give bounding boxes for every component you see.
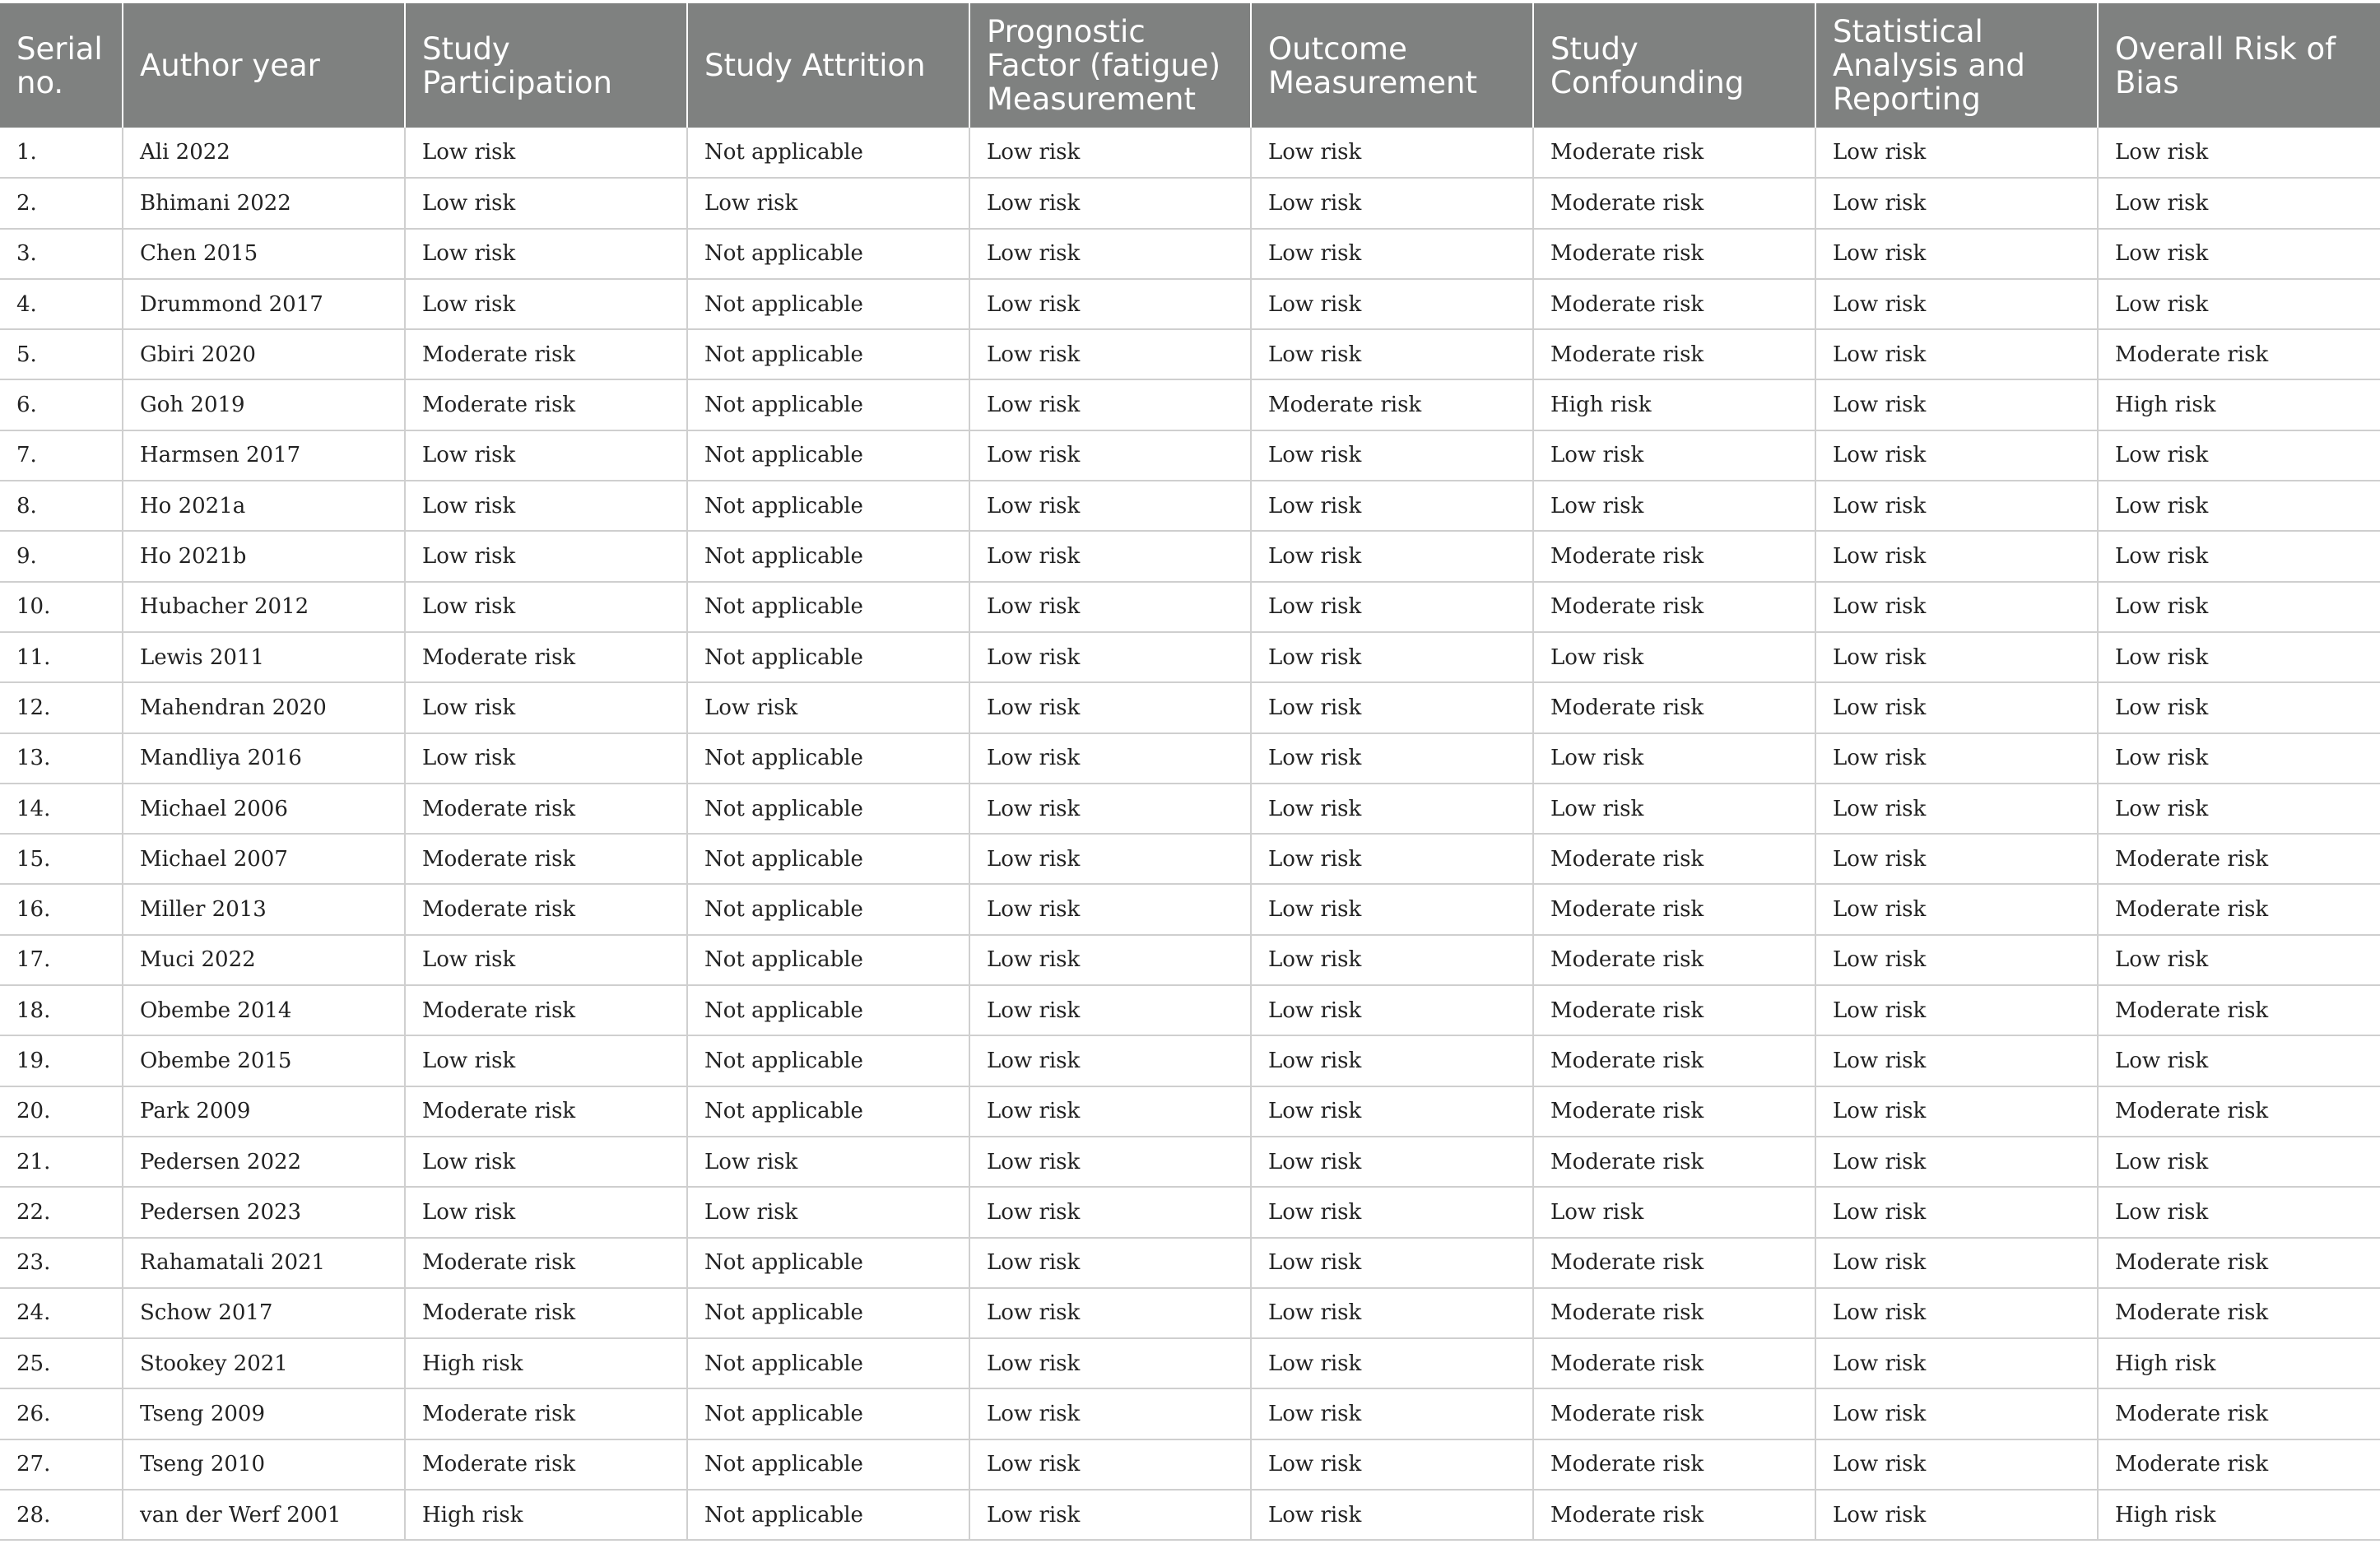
- table-cell: Not applicable: [687, 379, 969, 430]
- column-header: Study Attrition: [687, 3, 969, 128]
- table-cell: Low risk: [687, 1187, 969, 1237]
- table-cell: Tseng 2010: [123, 1439, 405, 1490]
- table-cell: Low risk: [1251, 632, 1533, 682]
- table-cell: Not applicable: [687, 1388, 969, 1439]
- table-cell: Low risk: [1251, 682, 1533, 732]
- table-cell: Low risk: [405, 1137, 687, 1187]
- table-cell: Not applicable: [687, 1035, 969, 1086]
- table-cell: Moderate risk: [1533, 1338, 1815, 1388]
- table-cell: Not applicable: [687, 1490, 969, 1540]
- table-cell: Lewis 2011: [123, 632, 405, 682]
- table-row: [0, 379, 2380, 430]
- table-cell: Low risk: [969, 1086, 1251, 1137]
- table-cell: Low risk: [1815, 178, 2098, 228]
- table-cell: 16.: [0, 884, 123, 934]
- table-cell: Moderate risk: [405, 985, 687, 1035]
- column-header: Outcome Measurement: [1251, 3, 1533, 128]
- table-row: [0, 481, 2380, 531]
- table-row: [0, 1137, 2380, 1187]
- table-cell: Ali 2022: [123, 128, 405, 178]
- table-cell: Low risk: [1251, 1338, 1533, 1388]
- table-cell: Low risk: [1251, 985, 1533, 1035]
- table-cell: Moderate risk: [1251, 379, 1533, 430]
- table-cell: Not applicable: [687, 1439, 969, 1490]
- table-cell: Low risk: [969, 1035, 1251, 1086]
- table-cell: Low risk: [1815, 784, 2098, 834]
- table-cell: Low risk: [2098, 1187, 2380, 1237]
- table-cell: Moderate risk: [1533, 1439, 1815, 1490]
- table-cell: Low risk: [969, 733, 1251, 784]
- table-cell: Low risk: [2098, 632, 2380, 682]
- table-cell: Low risk: [2098, 682, 2380, 732]
- table-cell: Low risk: [1533, 481, 1815, 531]
- table-cell: Low risk: [1533, 784, 1815, 834]
- table-cell: Bhimani 2022: [123, 178, 405, 228]
- table-cell: Low risk: [1251, 1187, 1533, 1237]
- table-row: [0, 632, 2380, 682]
- table-cell: Low risk: [969, 1490, 1251, 1540]
- table-cell: Moderate risk: [1533, 1086, 1815, 1137]
- table-cell: Moderate risk: [1533, 582, 1815, 632]
- table-cell: Not applicable: [687, 279, 969, 329]
- table-cell: 4.: [0, 279, 123, 329]
- table-cell: Low risk: [969, 784, 1251, 834]
- table-cell: Moderate risk: [405, 1439, 687, 1490]
- table-row: [0, 1388, 2380, 1439]
- table-cell: Low risk: [405, 481, 687, 531]
- table-cell: Moderate risk: [1533, 884, 1815, 934]
- table-cell: Low risk: [1533, 733, 1815, 784]
- table-cell: 8.: [0, 481, 123, 531]
- table-cell: Low risk: [1815, 632, 2098, 682]
- table-cell: Not applicable: [687, 128, 969, 178]
- table-cell: Low risk: [687, 682, 969, 732]
- table-cell: Moderate risk: [2098, 1388, 2380, 1439]
- table-cell: 15.: [0, 834, 123, 884]
- table-cell: Low risk: [2098, 935, 2380, 985]
- table-cell: 18.: [0, 985, 123, 1035]
- table-cell: Low risk: [687, 178, 969, 228]
- table-cell: High risk: [2098, 1490, 2380, 1540]
- table-cell: Moderate risk: [2098, 1238, 2380, 1288]
- table-cell: Not applicable: [687, 884, 969, 934]
- table-cell: Not applicable: [687, 582, 969, 632]
- table-cell: Low risk: [969, 379, 1251, 430]
- table-cell: Moderate risk: [2098, 1086, 2380, 1137]
- table-cell: Harmsen 2017: [123, 430, 405, 481]
- table-row: [0, 1238, 2380, 1288]
- table-cell: Pedersen 2022: [123, 1137, 405, 1187]
- table-cell: Low risk: [1815, 329, 2098, 379]
- table-cell: Low risk: [969, 1388, 1251, 1439]
- table-row: [0, 1187, 2380, 1237]
- table-cell: Low risk: [1815, 682, 2098, 732]
- table-cell: Low risk: [1251, 1238, 1533, 1288]
- table-cell: Moderate risk: [2098, 834, 2380, 884]
- table-row: [0, 784, 2380, 834]
- table-cell: Low risk: [969, 329, 1251, 379]
- table-cell: Low risk: [1251, 329, 1533, 379]
- table-cell: Moderate risk: [405, 632, 687, 682]
- table-cell: Low risk: [969, 531, 1251, 581]
- table-cell: Goh 2019: [123, 379, 405, 430]
- table-cell: Low risk: [1533, 1187, 1815, 1237]
- table-cell: Low risk: [1251, 229, 1533, 279]
- table-cell: 2.: [0, 178, 123, 228]
- table-cell: 21.: [0, 1137, 123, 1187]
- table-cell: Low risk: [969, 279, 1251, 329]
- table-cell: Muci 2022: [123, 935, 405, 985]
- table-cell: Moderate risk: [2098, 985, 2380, 1035]
- table-row: [0, 1338, 2380, 1388]
- table-cell: 11.: [0, 632, 123, 682]
- table-cell: 6.: [0, 379, 123, 430]
- table-cell: 7.: [0, 430, 123, 481]
- table-cell: Moderate risk: [405, 784, 687, 834]
- table-row: [0, 1490, 2380, 1540]
- table-cell: Moderate risk: [1533, 1288, 1815, 1338]
- table-cell: Moderate risk: [1533, 682, 1815, 732]
- table-cell: 20.: [0, 1086, 123, 1137]
- table-cell: 14.: [0, 784, 123, 834]
- table-cell: 9.: [0, 531, 123, 581]
- table-cell: Moderate risk: [405, 1388, 687, 1439]
- table-cell: Moderate risk: [1533, 1388, 1815, 1439]
- table-cell: 1.: [0, 128, 123, 178]
- table-cell: Low risk: [1815, 1035, 2098, 1086]
- table-cell: 23.: [0, 1238, 123, 1288]
- table-row: [0, 329, 2380, 379]
- table-row: [0, 733, 2380, 784]
- table-row: [0, 128, 2380, 178]
- table-cell: Low risk: [1815, 1490, 2098, 1540]
- table-cell: Low risk: [969, 935, 1251, 985]
- table-cell: Not applicable: [687, 834, 969, 884]
- table-cell: Not applicable: [687, 1086, 969, 1137]
- table-cell: Low risk: [1251, 1388, 1533, 1439]
- table-cell: Moderate risk: [2098, 884, 2380, 934]
- table-cell: Low risk: [2098, 784, 2380, 834]
- table-cell: Moderate risk: [1533, 229, 1815, 279]
- table-cell: Low risk: [969, 481, 1251, 531]
- table-cell: Low risk: [969, 582, 1251, 632]
- table-cell: Moderate risk: [1533, 1490, 1815, 1540]
- table-cell: Low risk: [1815, 1086, 2098, 1137]
- table-cell: Moderate risk: [405, 834, 687, 884]
- table-cell: Low risk: [405, 1187, 687, 1237]
- table-cell: Moderate risk: [1533, 1238, 1815, 1288]
- table-cell: Low risk: [969, 128, 1251, 178]
- table-cell: Moderate risk: [2098, 1439, 2380, 1490]
- table-cell: Low risk: [1251, 884, 1533, 934]
- table-cell: Moderate risk: [405, 379, 687, 430]
- column-header: Prognostic Factor (fatigue) Measurement: [969, 3, 1251, 128]
- table-cell: Moderate risk: [1533, 178, 1815, 228]
- table-cell: Not applicable: [687, 985, 969, 1035]
- table-cell: High risk: [2098, 1338, 2380, 1388]
- table-header: [0, 3, 2380, 128]
- table-cell: Moderate risk: [2098, 1288, 2380, 1338]
- table-row: [0, 1035, 2380, 1086]
- table-cell: Low risk: [405, 229, 687, 279]
- table-cell: High risk: [405, 1338, 687, 1388]
- table-cell: Low risk: [405, 128, 687, 178]
- table-cell: Not applicable: [687, 733, 969, 784]
- table-cell: Moderate risk: [1533, 935, 1815, 985]
- table-cell: Low risk: [405, 1035, 687, 1086]
- table-cell: Low risk: [1251, 784, 1533, 834]
- table-cell: Low risk: [2098, 531, 2380, 581]
- table-cell: Obembe 2014: [123, 985, 405, 1035]
- table-cell: Ho 2021a: [123, 481, 405, 531]
- table-cell: Low risk: [1815, 229, 2098, 279]
- table-cell: Not applicable: [687, 430, 969, 481]
- table-cell: Ho 2021b: [123, 531, 405, 581]
- table-cell: Not applicable: [687, 229, 969, 279]
- table-cell: Low risk: [1815, 1238, 2098, 1288]
- table-cell: Low risk: [1251, 128, 1533, 178]
- table-cell: High risk: [1533, 379, 1815, 430]
- table-cell: Low risk: [2098, 1035, 2380, 1086]
- table-cell: Low risk: [1815, 1439, 2098, 1490]
- table-cell: Moderate risk: [1533, 329, 1815, 379]
- column-header: Study Confounding: [1533, 3, 1815, 128]
- table-cell: Not applicable: [687, 632, 969, 682]
- table-cell: Low risk: [1815, 1388, 2098, 1439]
- table-cell: Low risk: [1251, 1490, 1533, 1540]
- table-row: [0, 531, 2380, 581]
- table-cell: Low risk: [1251, 1288, 1533, 1338]
- table-row: [0, 682, 2380, 732]
- table-row: [0, 582, 2380, 632]
- column-header: Serial no.: [0, 3, 123, 128]
- table-cell: Not applicable: [687, 784, 969, 834]
- table-cell: 26.: [0, 1388, 123, 1439]
- table-cell: Low risk: [1251, 1137, 1533, 1187]
- table-cell: Low risk: [1251, 430, 1533, 481]
- table-cell: Low risk: [1251, 279, 1533, 329]
- table-cell: Low risk: [405, 582, 687, 632]
- table-cell: Low risk: [969, 985, 1251, 1035]
- table-cell: Low risk: [1815, 481, 2098, 531]
- table-cell: Low risk: [687, 1137, 969, 1187]
- table-cell: Michael 2007: [123, 834, 405, 884]
- table-row: [0, 430, 2380, 481]
- table-cell: Low risk: [405, 279, 687, 329]
- table-cell: Low risk: [2098, 430, 2380, 481]
- table-cell: Low risk: [1815, 1187, 2098, 1237]
- table-cell: Low risk: [1815, 733, 2098, 784]
- table-cell: Low risk: [405, 935, 687, 985]
- table-cell: Low risk: [1815, 1338, 2098, 1388]
- table-cell: Michael 2006: [123, 784, 405, 834]
- table-cell: Low risk: [969, 834, 1251, 884]
- table-cell: Moderate risk: [1533, 1137, 1815, 1187]
- table-cell: Low risk: [1533, 632, 1815, 682]
- table-cell: Low risk: [969, 632, 1251, 682]
- risk-of-bias-table: [0, 3, 2380, 1541]
- table-cell: Low risk: [1815, 985, 2098, 1035]
- table-cell: 19.: [0, 1035, 123, 1086]
- table-cell: Moderate risk: [405, 329, 687, 379]
- table-row: [0, 1086, 2380, 1137]
- column-header: Overall Risk of Bias: [2098, 3, 2380, 128]
- table-cell: 10.: [0, 582, 123, 632]
- table-cell: Low risk: [1815, 531, 2098, 581]
- column-header: Author year: [123, 3, 405, 128]
- table-cell: Low risk: [969, 1238, 1251, 1288]
- table-cell: Park 2009: [123, 1086, 405, 1137]
- table-body: [0, 128, 2380, 1540]
- table-cell: Obembe 2015: [123, 1035, 405, 1086]
- table-cell: Not applicable: [687, 1288, 969, 1338]
- table-cell: Not applicable: [687, 1338, 969, 1388]
- table-cell: Moderate risk: [1533, 531, 1815, 581]
- table-cell: Low risk: [1815, 884, 2098, 934]
- table-cell: Chen 2015: [123, 229, 405, 279]
- table-cell: Not applicable: [687, 935, 969, 985]
- table-cell: Low risk: [2098, 1137, 2380, 1187]
- table-cell: Low risk: [1815, 1137, 2098, 1187]
- table-cell: Miller 2013: [123, 884, 405, 934]
- table-cell: Drummond 2017: [123, 279, 405, 329]
- table-cell: Low risk: [1251, 834, 1533, 884]
- table-cell: Low risk: [1251, 481, 1533, 531]
- table-cell: Low risk: [1815, 379, 2098, 430]
- table-cell: Moderate risk: [405, 1238, 687, 1288]
- table-cell: Low risk: [969, 1439, 1251, 1490]
- table-cell: Moderate risk: [1533, 1035, 1815, 1086]
- table-cell: Moderate risk: [1533, 834, 1815, 884]
- table-cell: Low risk: [405, 178, 687, 228]
- table-cell: Low risk: [969, 178, 1251, 228]
- table-cell: Low risk: [2098, 229, 2380, 279]
- table-cell: Moderate risk: [1533, 279, 1815, 329]
- table-cell: Moderate risk: [405, 884, 687, 934]
- table-cell: Low risk: [405, 531, 687, 581]
- table-cell: Low risk: [1251, 935, 1533, 985]
- table-row: [0, 1439, 2380, 1490]
- column-header: Statistical Analysis and Reporting: [1815, 3, 2098, 128]
- table-cell: Moderate risk: [1533, 985, 1815, 1035]
- table-cell: 24.: [0, 1288, 123, 1338]
- table-cell: Rahamatali 2021: [123, 1238, 405, 1288]
- table-cell: Low risk: [2098, 481, 2380, 531]
- table-row: [0, 985, 2380, 1035]
- table-cell: Low risk: [1815, 430, 2098, 481]
- header-row: [0, 3, 2380, 128]
- table-cell: Low risk: [1251, 582, 1533, 632]
- table-cell: Not applicable: [687, 481, 969, 531]
- table-cell: Moderate risk: [405, 1086, 687, 1137]
- column-header: Study Participation: [405, 3, 687, 128]
- table-row: [0, 1288, 2380, 1338]
- table-cell: Gbiri 2020: [123, 329, 405, 379]
- table-cell: 17.: [0, 935, 123, 985]
- table-cell: Low risk: [969, 229, 1251, 279]
- table-cell: Pedersen 2023: [123, 1187, 405, 1237]
- table-cell: Hubacher 2012: [123, 582, 405, 632]
- table-cell: Low risk: [1251, 1086, 1533, 1137]
- table-cell: Low risk: [969, 1288, 1251, 1338]
- table-cell: Low risk: [969, 682, 1251, 732]
- table-cell: Low risk: [969, 1338, 1251, 1388]
- table-cell: van der Werf 2001: [123, 1490, 405, 1540]
- table-cell: Low risk: [2098, 279, 2380, 329]
- table-cell: Low risk: [1815, 128, 2098, 178]
- table-cell: Low risk: [969, 884, 1251, 934]
- table-cell: Low risk: [1251, 1439, 1533, 1490]
- table-cell: Low risk: [969, 1187, 1251, 1237]
- table-cell: High risk: [405, 1490, 687, 1540]
- table-cell: 22.: [0, 1187, 123, 1237]
- table-cell: Low risk: [1815, 279, 2098, 329]
- table-cell: 28.: [0, 1490, 123, 1540]
- table-cell: Low risk: [1251, 531, 1533, 581]
- table-cell: Low risk: [405, 430, 687, 481]
- table-row: [0, 178, 2380, 228]
- table-cell: Low risk: [969, 430, 1251, 481]
- table-cell: 3.: [0, 229, 123, 279]
- table-cell: Low risk: [405, 682, 687, 732]
- table-row: [0, 935, 2380, 985]
- table-cell: Low risk: [1533, 430, 1815, 481]
- table-cell: 25.: [0, 1338, 123, 1388]
- table-row: [0, 834, 2380, 884]
- table-cell: Low risk: [969, 1137, 1251, 1187]
- table-cell: Mandliya 2016: [123, 733, 405, 784]
- table-cell: Low risk: [1251, 1035, 1533, 1086]
- table-cell: 5.: [0, 329, 123, 379]
- table-row: [0, 229, 2380, 279]
- table-cell: Stookey 2021: [123, 1338, 405, 1388]
- table-row: [0, 279, 2380, 329]
- table-cell: Low risk: [1251, 178, 1533, 228]
- table-cell: Not applicable: [687, 531, 969, 581]
- table-cell: Moderate risk: [405, 1288, 687, 1338]
- table-cell: Low risk: [2098, 128, 2380, 178]
- table-cell: Low risk: [405, 733, 687, 784]
- table-cell: Not applicable: [687, 329, 969, 379]
- table-cell: 27.: [0, 1439, 123, 1490]
- table-cell: Tseng 2009: [123, 1388, 405, 1439]
- table-cell: Moderate risk: [2098, 329, 2380, 379]
- table-cell: Low risk: [2098, 733, 2380, 784]
- table-cell: Low risk: [2098, 178, 2380, 228]
- table-cell: 13.: [0, 733, 123, 784]
- table-cell: Not applicable: [687, 1238, 969, 1288]
- table-cell: Moderate risk: [1533, 128, 1815, 178]
- table-cell: Low risk: [1815, 1288, 2098, 1338]
- table-cell: Mahendran 2020: [123, 682, 405, 732]
- table-cell: Low risk: [1251, 733, 1533, 784]
- table-cell: Low risk: [1815, 935, 2098, 985]
- table-cell: Low risk: [1815, 834, 2098, 884]
- table-cell: Low risk: [1815, 582, 2098, 632]
- table-cell: High risk: [2098, 379, 2380, 430]
- table-row: [0, 884, 2380, 934]
- table-cell: Schow 2017: [123, 1288, 405, 1338]
- table-cell: 12.: [0, 682, 123, 732]
- table-cell: Low risk: [2098, 582, 2380, 632]
